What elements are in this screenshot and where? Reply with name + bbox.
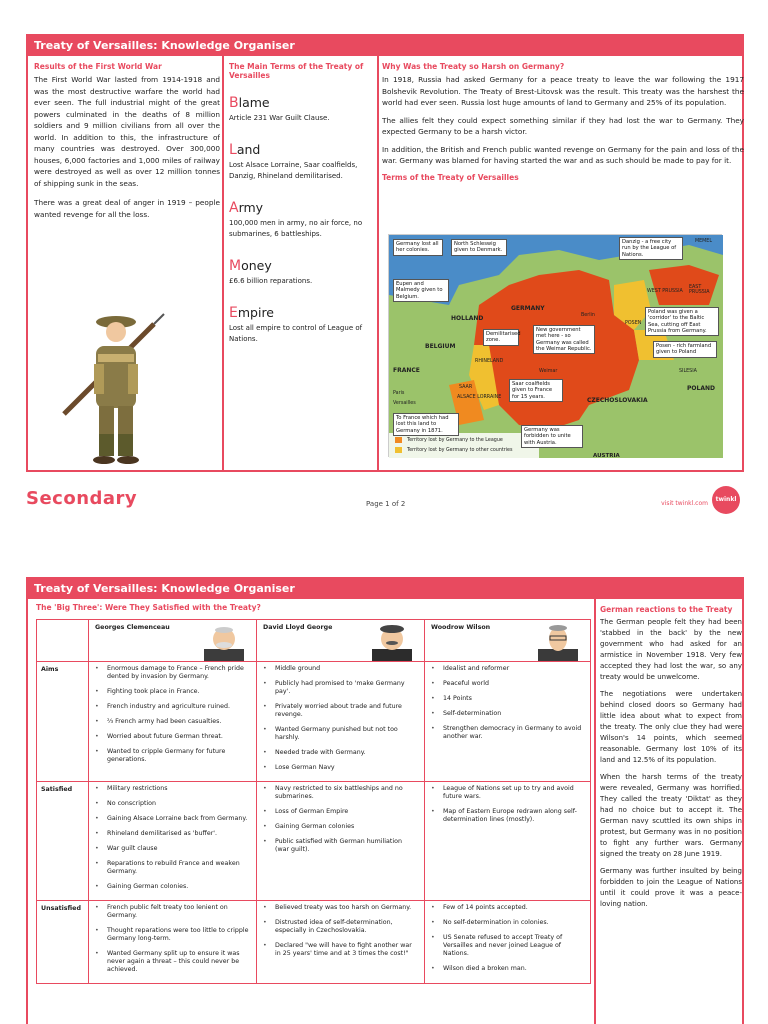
header-wilson: Woodrow Wilson (425, 620, 591, 662)
term-army: Army 100,000 men in army, no air force, no submarines, 6 battleships. (229, 199, 363, 238)
why-paragraph-1: In 1918, Russia had asked Germany for a peace treaty to leave the war following the 1917 Bolshevik Revolution. The Treaty of Brest-Litovsk was the result. This treaty was the harshest the world had ever seen. Russia lost huge amounts of land to Germany and 25% of its population. (382, 75, 744, 108)
map-label-versailles: Versailles (393, 401, 416, 406)
term-blame: Blame Article 231 War Guilt Clause. (229, 94, 330, 122)
map-label-alsace-lorraine: ALSACE LORRAINE (457, 395, 502, 400)
aims-clemenceau: • Enormous damage to France – French pride dented by invasion by Germany. • Fighting took place in France. • French industry and agriculture ruined. • ⅔ French army had been casualties. • Worried about future German threat. • Wanted to cripple Germany for future generations. (89, 662, 257, 782)
big-three-table (36, 619, 591, 984)
row-unsatisfied: Unsatisfied • French public felt treaty too lenient on Germany. • Thought reparations were too little to cripple Germany long-term. • Wanted Germany split up to ensure it was never again a threat – this could never be achieved. • Believed treaty was too harsh on Germany. • Distrusted idea of self-determination, especially in Czechoslovakia. • Declared "we will have to fight another war in 25 years' time and at 3 times the cost!" • Few of 14 points accepted. • No self-determination in colonies. • US Senate refused to accept Treaty of Versailles and never joined League of Nations. • Wilson died a broken man. (37, 901, 591, 984)
map-label-czechoslovakia: CZECHOSLOVAKIA (587, 397, 648, 404)
brand-secondary: Secondary (26, 488, 138, 509)
unsatisfied-wilson: • Few of 14 points accepted. • No self-determination in colonies. • US Senate refused to accept Treaty of Versailles and never joined League of Nations. • Wilson died a broken man. (425, 901, 591, 984)
page-footer (26, 486, 744, 522)
map-label-memel: MEMEL (695, 239, 713, 244)
page-2-title: Treaty of Versailles: Knowledge Organiser (28, 579, 742, 599)
twinkl-logo: twinkl (712, 486, 740, 514)
results-paragraph-2: There was a great deal of anger in 1919 – people wanted revenge for all the loss. (34, 198, 220, 219)
map-label-holland: HOLLAND (451, 315, 484, 322)
portrait-wilson (532, 621, 584, 661)
map-note-schleswig: North Schleswig given to Denmark. (451, 239, 507, 256)
map-label-belgium: BELGIUM (425, 343, 456, 350)
soldier-illustration (54, 294, 174, 470)
terms-heading: The Main Terms of the Treaty of Versailles (229, 62, 364, 81)
big-three-heading: The 'Big Three': Were They Satisfied with the Treaty? (36, 603, 261, 612)
header-lloyd-george: David Lloyd George (257, 620, 425, 662)
page-1-title: Treaty of Versailles: Knowledge Organiser (28, 36, 742, 56)
map-label-poland: POLAND (687, 385, 715, 392)
header-clemenceau: Georges Clemenceau (89, 620, 257, 662)
map-label-west-prussia: WEST PRUSSIA (647, 289, 683, 294)
map-note-saar: Saar coalfields given to France for 15 years. (509, 379, 563, 402)
terms-column (229, 56, 375, 470)
map-legend-league: Territory lost by Germany to the League (407, 438, 503, 443)
knowledge-organiser-page-2 (26, 577, 744, 1024)
aims-lloyd-george: • Middle ground • Publicly had promised to 'make Germany pay'. • Privately worried about trade and future revenge. • Wanted Germany punished but not too harshly. • Needed trade with Germany. • Lose German Navy (257, 662, 425, 782)
map-label-rhineland: RHINELAND (475, 359, 504, 364)
unsatisfied-clemenceau: • French public felt treaty too lenient on Germany. • Thought reparations were too little to cripple Germany long-term. • Wanted Germany split up to ensure it was never again a threat – this could never be achieved. (89, 901, 257, 984)
map-label-posen: POSEN (625, 321, 642, 326)
map-note-danzig: Danzig - a free city run by the League of Nations. (619, 237, 683, 260)
term-money: Money £6.6 billion reparations. (229, 257, 313, 285)
row-satisfied: Satisfied • Military restrictions • No conscription • Gaining Alsace Lorraine back from Germany. • Rhineland demilitarised as 'buffer'. • War guilt clause • Reparations to rebuild France and weaken Germany. • Gaining German colonies. • Navy restricted to six battleships and no submarines. • Loss of German Empire • Gaining German colonies • Public satisfied with German humiliation (war guilt). • League of Nations set up to try and avoid future wars. • Map of Eastern Europe redrawn along self-determination lines (mostly). (37, 782, 591, 901)
map-note-demilitarised: Demilitarised zone. (483, 329, 519, 346)
portrait-lloyd-george (366, 621, 418, 661)
reactions-paragraph-1: The German people felt they had been 'stabbed in the back' by the new government who had asked for an armistice in November 1918. Very few accepted they had lost the war, so any treaty would be unwelcome. (600, 618, 742, 682)
map-legend-other: Territory lost by Germany to other countries (407, 448, 513, 453)
term-empire: Empire Lost all empire to control of League of Nations. (229, 304, 363, 343)
map-label-france: FRANCE (393, 367, 420, 374)
visit-link[interactable]: visit twinkl.com (661, 500, 708, 507)
satisfied-lloyd-george: • Navy restricted to six battleships and no submarines. • Loss of German Empire • Gaining German colonies • Public satisfied with German humiliation (war guilt). (257, 782, 425, 901)
map-label-austria: AUSTRIA (593, 453, 620, 459)
term-land: Land Lost Alsace Lorraine, Saar coalfields, Danzig, Rhineland demilitarised. (229, 141, 358, 180)
aims-wilson: • Idealist and reformer • Peaceful world • 14 Points • Self-determination • Strengthen democracy in Germany to avoid another war. (425, 662, 591, 782)
reactions-paragraph-3: When the harsh terms of the treaty were revealed, Germany was horrified. They called the treaty 'Diktat' as they had no choice but to accept it. The German navy scuttled its own ships in protest, but Germany was in no position to fight any further wars. Germany signed the treaty on 28 June 1919. (600, 773, 742, 859)
results-heading: Results of the First World War (34, 62, 162, 71)
why-paragraph-3: In addition, the British and French public wanted revenge on Germany for the pain and loss of the war. Germany was blamed for having started the war and as such should be made to pay for it. (382, 144, 744, 166)
map-note-colonies: Germany lost all her colonies. (393, 239, 443, 256)
map-label-east-prussia: EAST PRUSSIA (689, 285, 710, 295)
map-label-silesia: SILESIA (679, 369, 697, 374)
why-paragraph-2: The allies felt they could expect something similar if they had lost the war to Germany. They expected Germany to be a harsh victor. (382, 115, 744, 137)
satisfied-wilson: • League of Nations set up to try and avoid future wars. • Map of Eastern Europe redrawn along self-determination lines (mostly). (425, 782, 591, 901)
reactions-column (600, 599, 742, 1024)
why-column (382, 56, 744, 470)
map-note-posen: Posen - rich farmland given to Poland (653, 341, 717, 358)
why-heading: Why Was the Treaty so Harsh on Germany? (382, 62, 565, 71)
reactions-paragraph-2: The negotiations were undertaken behind closed doors so Germany had little idea about what to expect from the treaty. The only clue they had were Wilson's 14 points, which seemed reasonable. Germany lost 10% of its land and 12.5% of its population. (600, 690, 742, 765)
map-note-weimar: New government met here - so Germany was called the Weimar Republic. (533, 325, 595, 354)
unsatisfied-lloyd-george: • Believed treaty was too harsh on Germany. • Distrusted idea of self-determination, especially in Czechoslovakia. • Declared "we will have to fight another war in 25 years' time and at 3 times the cost!" (257, 901, 425, 984)
treaty-map (388, 234, 722, 457)
map-note-eupen: Eupen and Malmedy given to Belgium. (393, 279, 449, 302)
map-note-austria: Germany was forbidden to unite with Austria. (521, 425, 583, 448)
map-note-corridor: Poland was given a 'corridor' to the Baltic Sea, cutting off East Prussia from Germany. (645, 307, 719, 336)
page-number: Page 1 of 2 (366, 500, 406, 508)
map-label-berlin: Berlin (581, 313, 595, 318)
row-aims: Aims • Enormous damage to France – French pride dented by invasion by Germany. • Fighting took place in France. • French industry and agriculture ruined. • ⅔ French army had been casualties. • Worried about future German threat. • Wanted to cripple Germany for future generations. • Middle ground • Publicly had promised to 'make Germany pay'. • Privately worried about trade and future revenge. • Wanted Germany punished but not too harshly. • Needed trade with Germany. • Lose German Navy • Idealist and reformer • Peaceful world • 14 Points • Self-determination • Strengthen democracy in Germany to avoid another war. (37, 662, 591, 782)
knowledge-organiser-page-1 (26, 34, 744, 472)
reactions-paragraph-4: Germany was further insulted by being forbidden to join the League of Nations until it could prove it was a peace-loving nation. (600, 867, 742, 909)
map-heading: Terms of the Treaty of Versailles (382, 172, 519, 182)
map-label-germany: GERMANY (511, 305, 545, 312)
map-note-alsace: To France which had lost this land to Germany in 1871. (393, 413, 459, 436)
portrait-clemenceau (198, 621, 250, 661)
results-paragraph-1: The First World War lasted from 1914-1918 and was the most destructive warfare the world had ever seen. The full industrial might of the great powers culminated in the deaths of 8 million soldiers and 9 million civilians from all over the world. In addition to this, the infrastructure of many countries was destroyed. Over 300,000 houses, 6,000 factories and 1,000 miles of railway were destroyed as well as over 12 million tonnes of shipping sunk in the seas. (34, 75, 220, 188)
map-label-paris: Paris (393, 391, 405, 396)
map-label-saar: SAAR (459, 385, 473, 390)
satisfied-clemenceau: • Military restrictions • No conscription • Gaining Alsace Lorraine back from Germany. • Rhineland demilitarised as 'buffer'. • War guilt clause • Reparations to rebuild France and weaken Germany. • Gaining German colonies. (89, 782, 257, 901)
reactions-heading: German reactions to the Treaty (600, 605, 733, 614)
map-label-weimar: Weimar (539, 369, 558, 374)
results-column (34, 56, 220, 470)
